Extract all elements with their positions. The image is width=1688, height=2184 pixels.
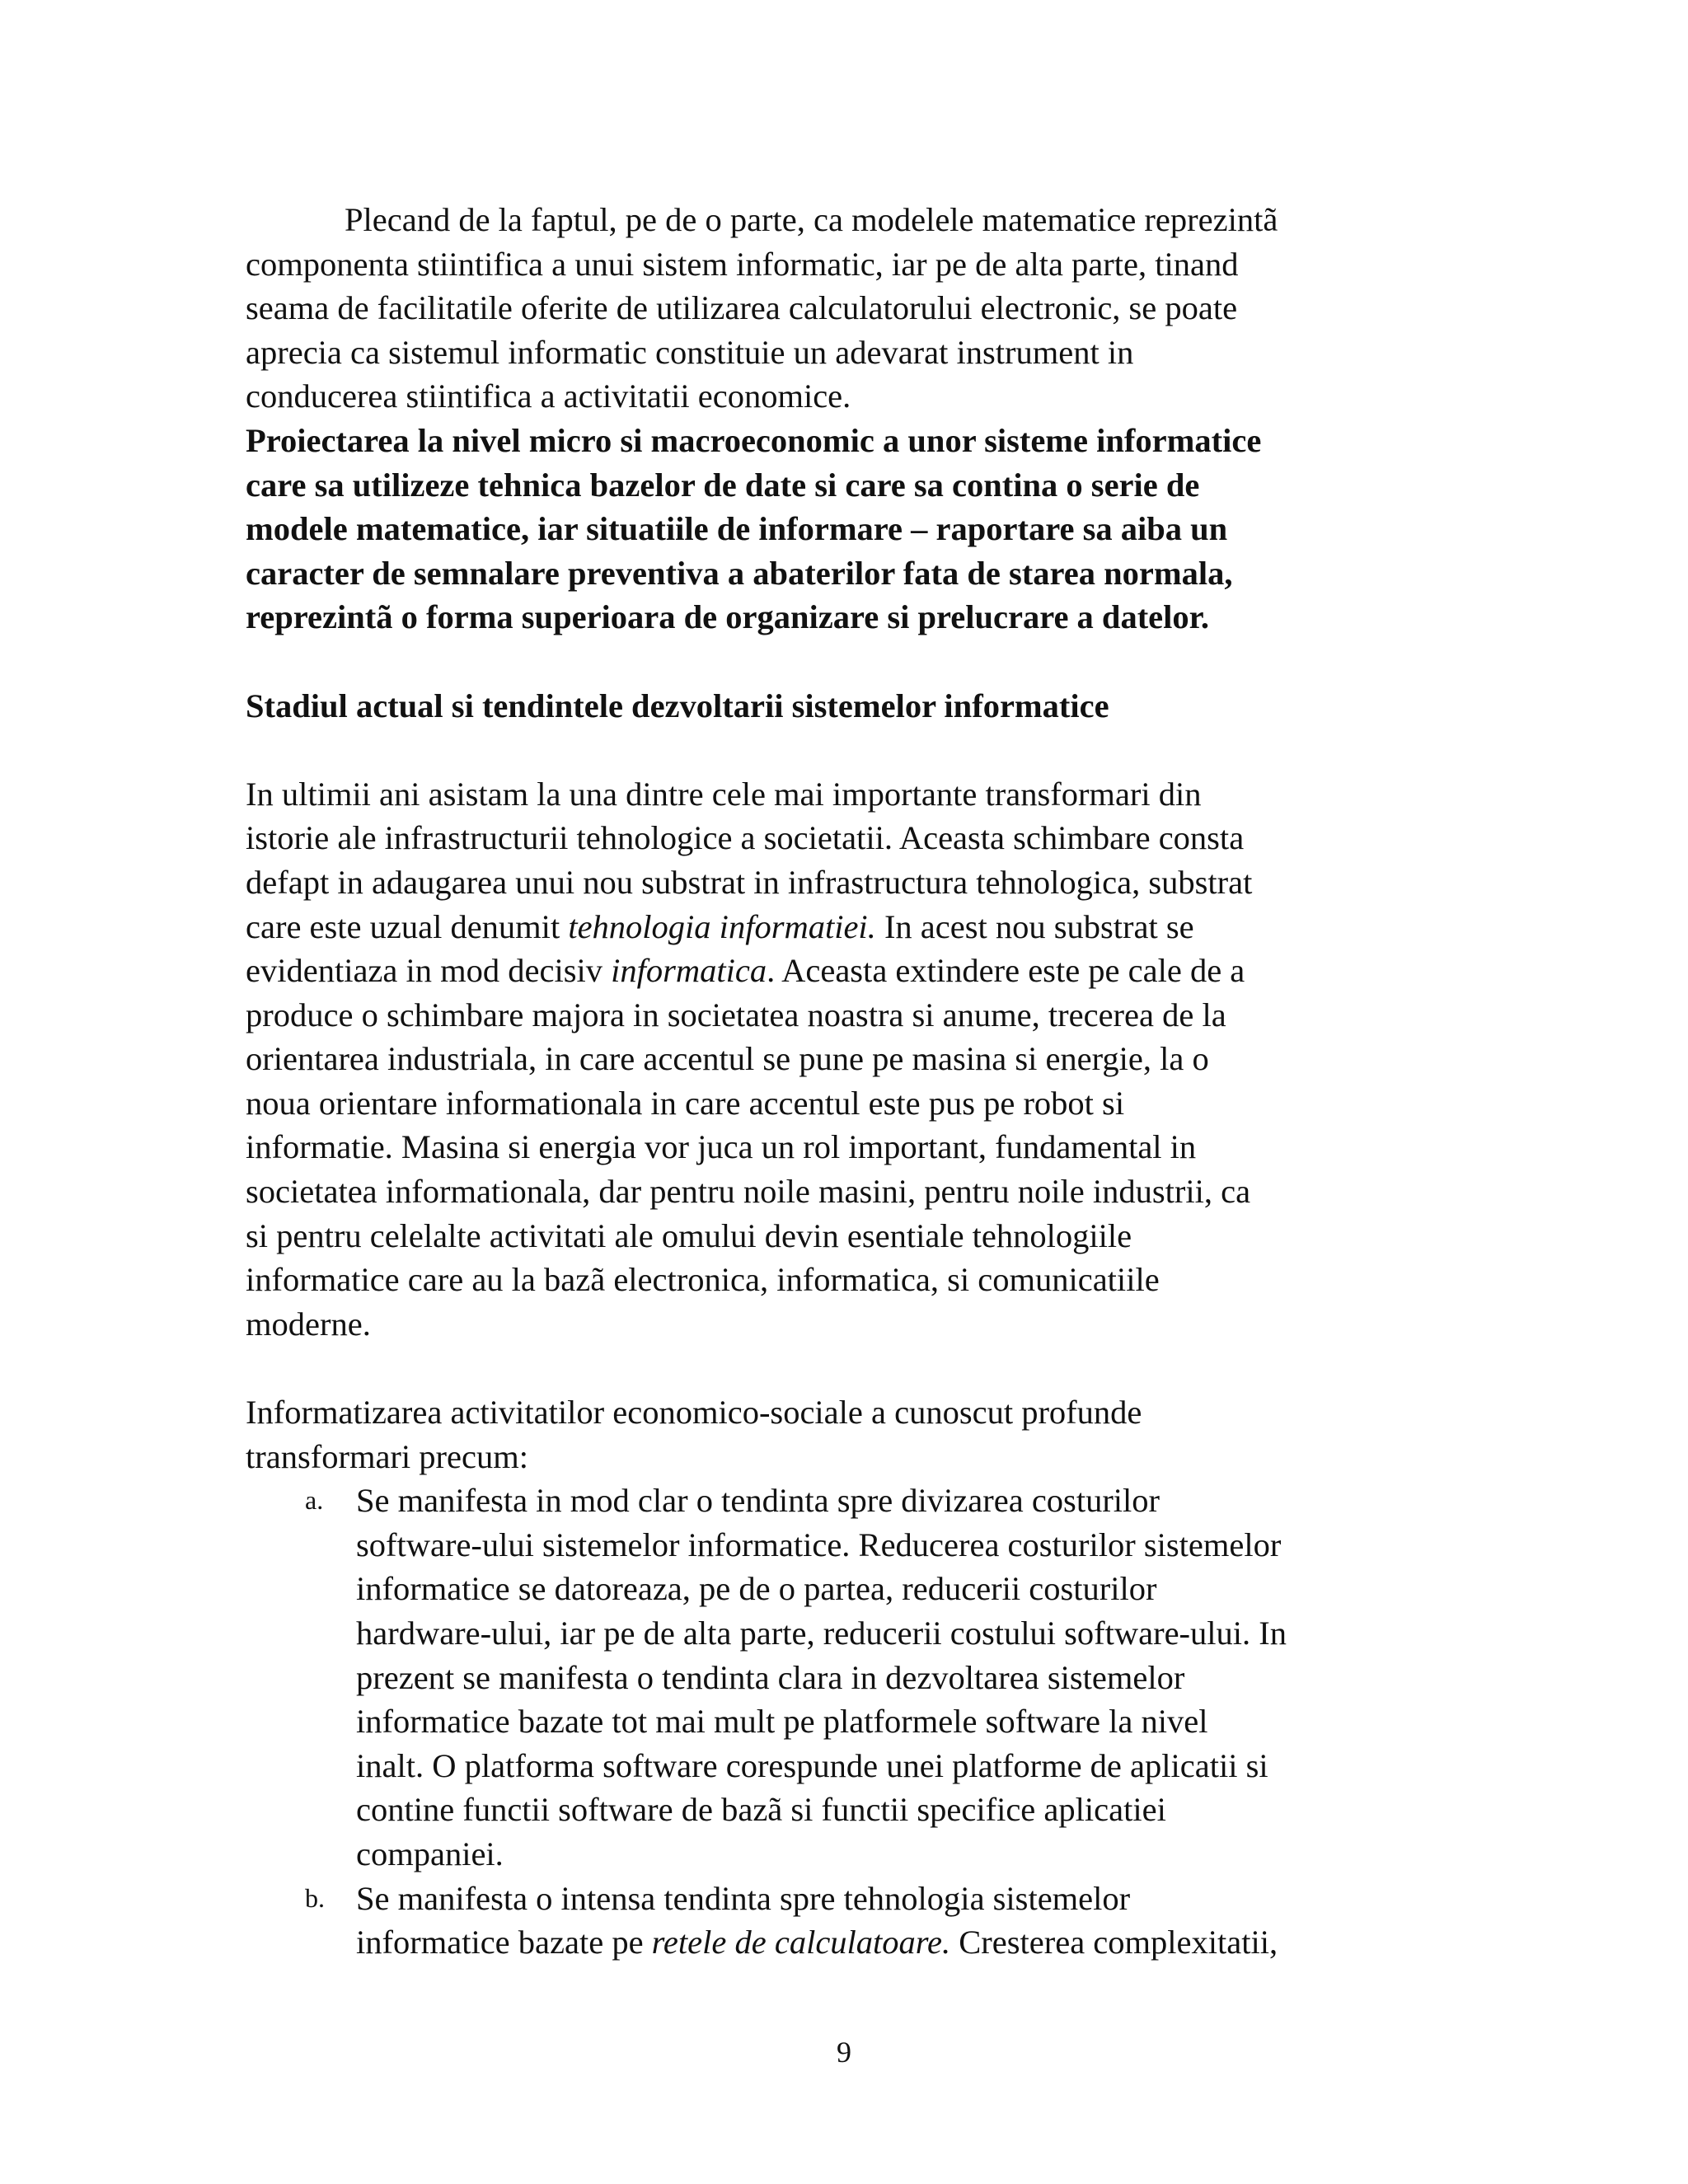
text-line: componenta stiintifica a unui sistem informatic, iar pe de alta parte, tinand <box>246 245 1239 283</box>
list-marker: b. <box>305 1882 325 1913</box>
text-line: informatice bazate tot mai mult pe platformele software la nivel <box>356 1703 1208 1741</box>
text-segment: In acest nou substrat se <box>875 907 1194 945</box>
text-segment: care este uzual denumit <box>246 907 569 945</box>
text-line: moderne. <box>246 1305 371 1343</box>
text-line: defapt in adaugarea unui nou substrat in infrastructura tehnologica, substrat <box>246 863 1253 901</box>
text-line: produce o schimbare majora in societatea noastra si anume, trecerea de la <box>246 996 1226 1033</box>
text-segment: . Aceasta extindere este pe cale de a <box>767 952 1245 990</box>
italic-term: tehnologia informatiei. <box>568 907 876 945</box>
text-line: societatea informationala, dar pentru noile masini, pentru noile industrii, ca <box>246 1173 1251 1211</box>
text-segment: informatice bazate pe <box>356 1924 652 1961</box>
text-line: Se manifesta o intensa tendinta spre tehnologia sistemelor <box>356 1879 1131 1917</box>
page-content <box>246 198 1449 1965</box>
section-heading: Stadiul actual si tendintele dezvoltarii sistemelor informatice <box>246 687 1109 724</box>
text-line: modele matematice, iar situatiile de informare – raportare sa aiba un <box>246 510 1228 548</box>
text-line: companiei. <box>356 1835 504 1872</box>
text-line: informatie. Masina si energia vor juca un rol important, fundamental in <box>246 1128 1197 1166</box>
text-line: conducerea stiintifica a activitatii economice. <box>246 377 851 415</box>
text-line <box>356 1920 1449 1965</box>
text-segment: evidentiaza in mod decisiv <box>246 952 612 990</box>
list-item-a <box>246 1479 1449 1876</box>
text-line: aprecia ca sistemul informatic constituie un adevarat instrument in <box>246 333 1134 371</box>
text-line: inalt. O platforma software corespunde unei platforme de aplicatii si <box>356 1746 1268 1784</box>
list-marker: a. <box>305 1485 324 1516</box>
text-line: istorie ale infrastructurii tehnologice a societatii. Aceasta schimbare consta <box>246 819 1245 857</box>
text-line: Se manifesta in mod clar o tendinta spre divizarea costurilor <box>356 1482 1160 1520</box>
page-number: 9 <box>837 2036 851 2069</box>
spacer <box>246 728 1449 772</box>
text-line: informatice care au la bazã electronica, informatica, si comunicatiile <box>246 1261 1160 1299</box>
text-line: transformari precum: <box>246 1437 528 1475</box>
spacer <box>246 640 1449 684</box>
text-line: In ultimii ani asistam la una dintre cele mai importante transformari din <box>246 775 1202 813</box>
text-line <box>246 905 1449 949</box>
text-line <box>246 949 1449 993</box>
text-segment: Cresterea complexitatii, <box>950 1924 1278 1961</box>
intro-paragraph <box>246 198 1449 419</box>
text-line: caracter de semnalare preventiva a abaterilor fata de starea normala, <box>246 554 1233 592</box>
text-line: hardware-ului, iar pe de alta parte, reducerii costului software-ului. In <box>356 1615 1287 1652</box>
text-line: si pentru celelalte activitati ale omului devin esentiale tehnologiile <box>246 1216 1132 1254</box>
text-line: informatice se datoreaza, pe de o partea, reducerii costurilor <box>356 1570 1157 1608</box>
text-line: Informatizarea activitatilor economico-sociale a cunoscut profunde <box>246 1394 1142 1432</box>
text-line: seama de facilitatile oferite de utilizarea calculatorului electronic, se poate <box>246 289 1238 327</box>
bold-paragraph <box>246 419 1449 640</box>
text-line: contine functii software de bazã si functii specifice aplicatiei <box>356 1791 1166 1829</box>
body-paragraph <box>246 772 1449 1347</box>
text-line: reprezintã o forma superioara de organizare si prelucrare a datelor. <box>246 598 1210 636</box>
text-line: orientarea industriala, in care accentul se pune pe masina si energie, la o <box>246 1040 1209 1078</box>
text-line: noua orientare informationala in care accentul este pus pe robot si <box>246 1084 1125 1122</box>
text-line: care sa utilizeze tehnica bazelor de date si care sa contina o serie de <box>246 466 1200 504</box>
text-line: Plecand de la faptul, pe de o parte, ca modelele matematice reprezintã <box>345 201 1278 238</box>
ordered-list <box>246 1479 1449 1965</box>
list-intro-paragraph <box>246 1390 1449 1479</box>
italic-term: retele de calculatoare. <box>651 1924 951 1961</box>
text-line: prezent se manifesta o tendinta clara in dezvoltarea sistemelor <box>356 1658 1185 1696</box>
text-line: Proiectarea la nivel micro si macroeconomic a unor sisteme informatice <box>246 421 1262 459</box>
italic-term: informatica <box>611 952 767 990</box>
list-item-b <box>246 1877 1449 1965</box>
text-line: software-ului sistemelor informatice. Reducerea costurilor sistemelor <box>356 1526 1282 1563</box>
spacer <box>246 1346 1449 1390</box>
